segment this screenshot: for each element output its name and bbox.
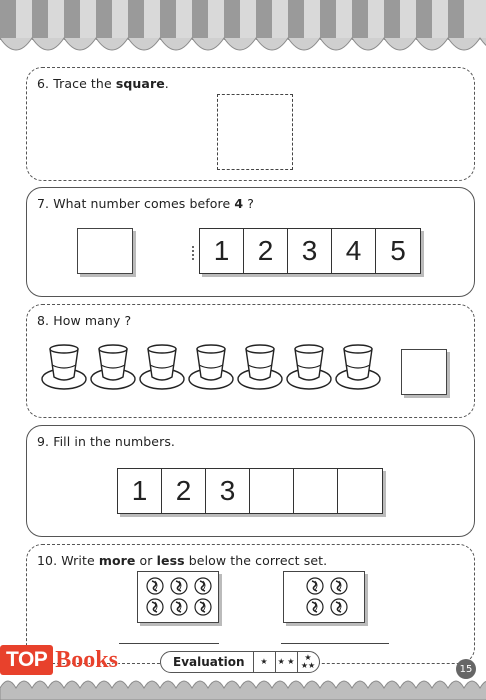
swirl-icon bbox=[306, 577, 324, 595]
number-cell: 3 bbox=[206, 469, 250, 513]
question-10-text: 10. Write more or less below the correct set. bbox=[37, 553, 328, 568]
question-8-text: 8. How many ? bbox=[37, 313, 132, 328]
hat-icon bbox=[237, 341, 283, 391]
set-a bbox=[137, 571, 219, 623]
trace-square[interactable] bbox=[217, 94, 293, 170]
question-7-text: 7. What number comes before 4 ? bbox=[37, 196, 254, 211]
star-rating-1[interactable]: ★ bbox=[253, 651, 275, 673]
hat-icon bbox=[335, 341, 381, 391]
topbooks-logo bbox=[0, 640, 118, 680]
question-9-text: 9. Fill in the numbers. bbox=[37, 434, 175, 449]
question-8-card bbox=[26, 304, 475, 418]
swirl-icon bbox=[170, 577, 188, 595]
blank-cell[interactable] bbox=[338, 469, 382, 513]
swirl-icon bbox=[146, 598, 164, 616]
swirl-icon bbox=[194, 598, 212, 616]
page-number: 15 bbox=[456, 659, 476, 679]
fill-numbers-strip bbox=[117, 468, 383, 514]
question-6-text: 6. Trace the square. bbox=[37, 76, 169, 91]
star-rating-3[interactable]: ★ ★★ bbox=[297, 651, 319, 673]
hat-icon bbox=[90, 341, 136, 391]
swirl-icon bbox=[146, 577, 164, 595]
swirl-icon bbox=[170, 598, 188, 616]
answer-line-a[interactable] bbox=[119, 643, 219, 644]
number-cell: 3 bbox=[288, 229, 332, 273]
question-6-card bbox=[26, 67, 475, 181]
logo-top: TOP bbox=[0, 645, 53, 675]
hat-icon bbox=[286, 341, 332, 391]
evaluation-label: Evaluation bbox=[173, 655, 245, 669]
hat-icon bbox=[139, 341, 185, 391]
answer-line-b[interactable] bbox=[281, 643, 389, 644]
hat-icon bbox=[41, 341, 87, 391]
swirl-icon bbox=[330, 598, 348, 616]
swirl-icon bbox=[194, 577, 212, 595]
number-cell: 1 bbox=[118, 469, 162, 513]
set-b bbox=[283, 571, 365, 623]
answer-box[interactable] bbox=[77, 228, 133, 274]
answer-box[interactable] bbox=[401, 349, 447, 395]
hats-row bbox=[41, 341, 381, 391]
number-sequence bbox=[199, 228, 421, 274]
logo-books: Books bbox=[55, 646, 118, 673]
number-cell: 5 bbox=[390, 235, 406, 266]
swirl-icon bbox=[306, 598, 324, 616]
swirl-icon bbox=[330, 577, 348, 595]
blank-cell[interactable] bbox=[294, 469, 338, 513]
star-rating-2[interactable]: ★ ★ bbox=[275, 651, 297, 673]
hat-icon bbox=[188, 341, 234, 391]
number-cell: 4 bbox=[332, 229, 376, 273]
number-cell: 2 bbox=[162, 469, 206, 513]
evaluation-bar bbox=[160, 651, 320, 673]
number-cell: 1 bbox=[200, 229, 244, 273]
number-cell: 2 bbox=[244, 229, 288, 273]
question-7-card bbox=[26, 187, 475, 297]
question-9-card bbox=[26, 425, 475, 537]
blank-cell[interactable] bbox=[250, 469, 294, 513]
top-scallop-border bbox=[0, 0, 486, 62]
dots-decoration bbox=[192, 246, 197, 260]
